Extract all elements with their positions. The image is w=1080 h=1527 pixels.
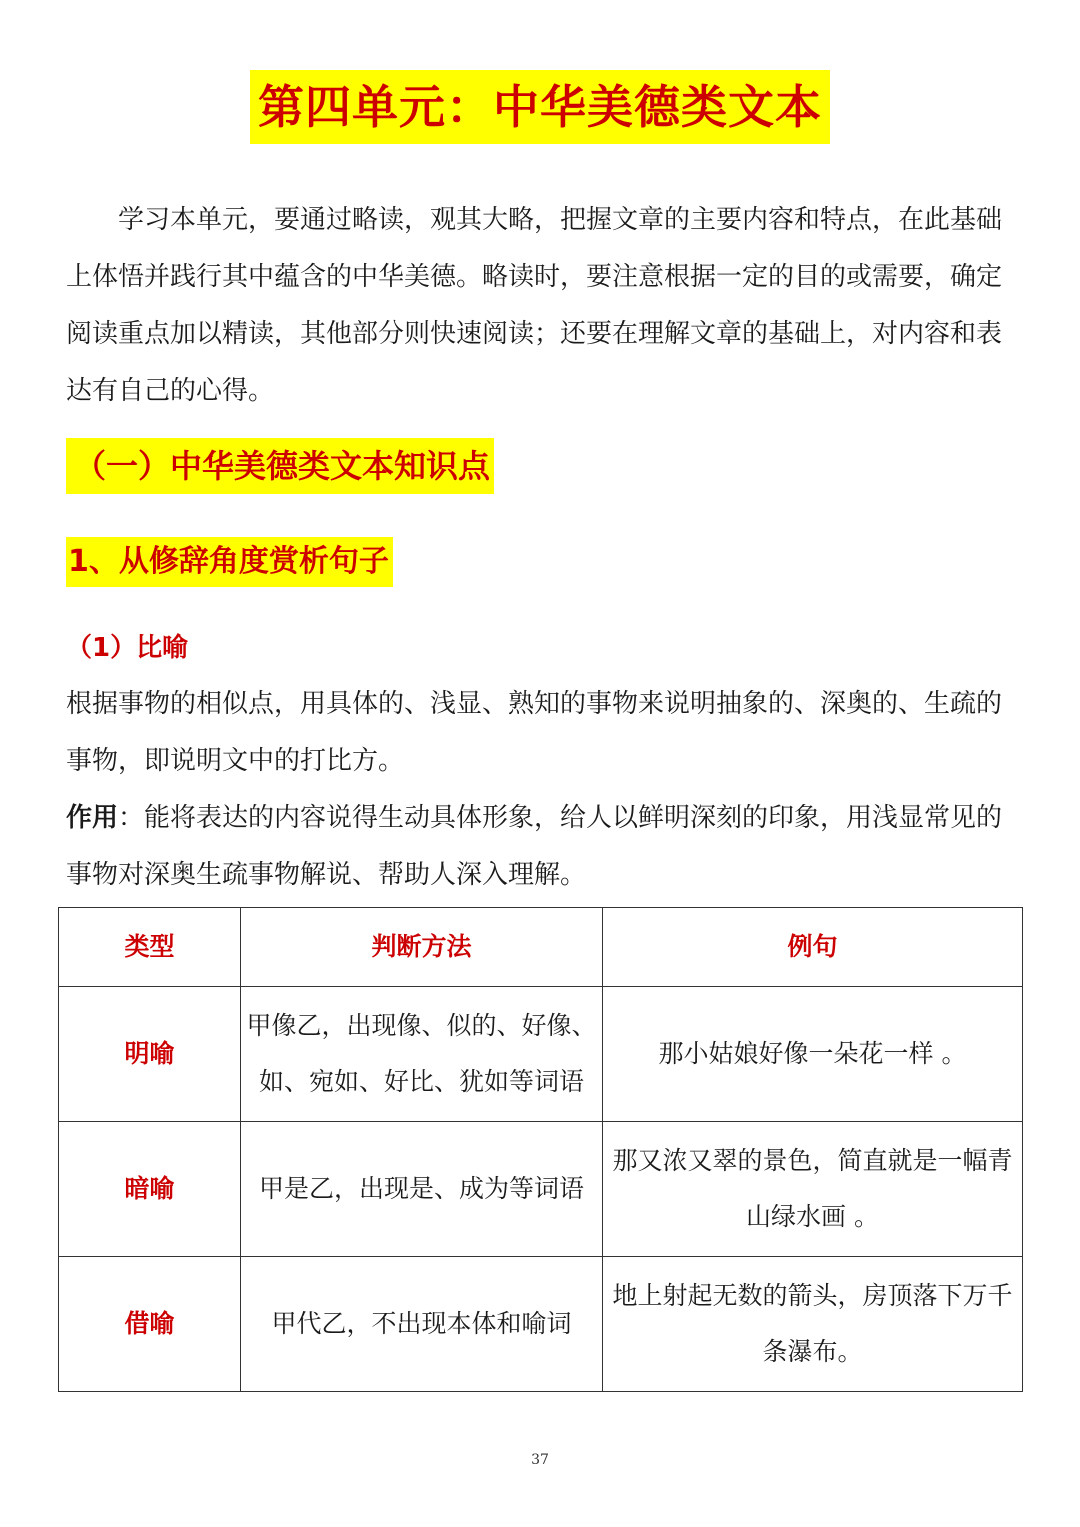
subsection-heading: 1、从修辞角度赏析句子	[66, 537, 393, 587]
row-example: 地上射起无数的箭头，房顶落下万千条瀑布。	[603, 1257, 1023, 1392]
effect-label: 作用	[66, 803, 119, 833]
header-method: 判断方法	[241, 908, 603, 987]
row-example: 那小姑娘好像一朵花一样 。	[603, 987, 1023, 1122]
table-row	[59, 1257, 1023, 1392]
row-type: 明喻	[59, 987, 241, 1122]
item-heading: （1）比喻	[66, 633, 189, 663]
row-type: 暗喻	[59, 1122, 241, 1257]
row-type: 借喻	[59, 1257, 241, 1392]
header-type: 类型	[59, 908, 241, 987]
unit-title: 第四单元：中华美德类文本	[250, 70, 830, 144]
table-header-row	[59, 908, 1023, 987]
effect-paragraph	[66, 790, 1021, 904]
definition-paragraph: 根据事物的相似点，用具体的、浅显、熟知的事物来说明抽象的、深奥的、生疏的事物，即说明文中的打比方。	[66, 689, 1003, 776]
intro-paragraph: 学习本单元，要通过略读，观其大略，把握文章的主要内容和特点，在此基础上体悟并践行其中蕴含的中华美德。略读时，要注意根据一定的目的或需要，确定阅读重点加以精读，其他部分则快速阅读；还要在理解文章的基础上，对内容和表达有自己的心得。	[66, 205, 1003, 406]
row-method: 甲像乙，出现像、似的、好像、如、宛如、好比、犹如等词语	[241, 987, 603, 1122]
page-number: 37	[531, 1452, 549, 1468]
row-example: 那又浓又翠的景色，简直就是一幅青山绿水画 。	[603, 1122, 1023, 1257]
table-row	[59, 1122, 1023, 1257]
effect-text: ：能将表达的内容说得生动具体形象，给人以鲜明深刻的印象，用浅显常见的事物对深奥生疏事物解说、帮助人深入理解。	[66, 803, 1003, 890]
table-row	[59, 987, 1023, 1122]
metaphor-table	[58, 907, 1023, 1392]
row-method: 甲是乙，出现是、成为等词语	[241, 1122, 603, 1257]
row-method: 甲代乙，不出现本体和喻词	[241, 1257, 603, 1392]
header-example: 例句	[603, 908, 1023, 987]
title-container	[0, 70, 1080, 144]
section-heading: （一）中华美德类文本知识点	[66, 438, 494, 494]
